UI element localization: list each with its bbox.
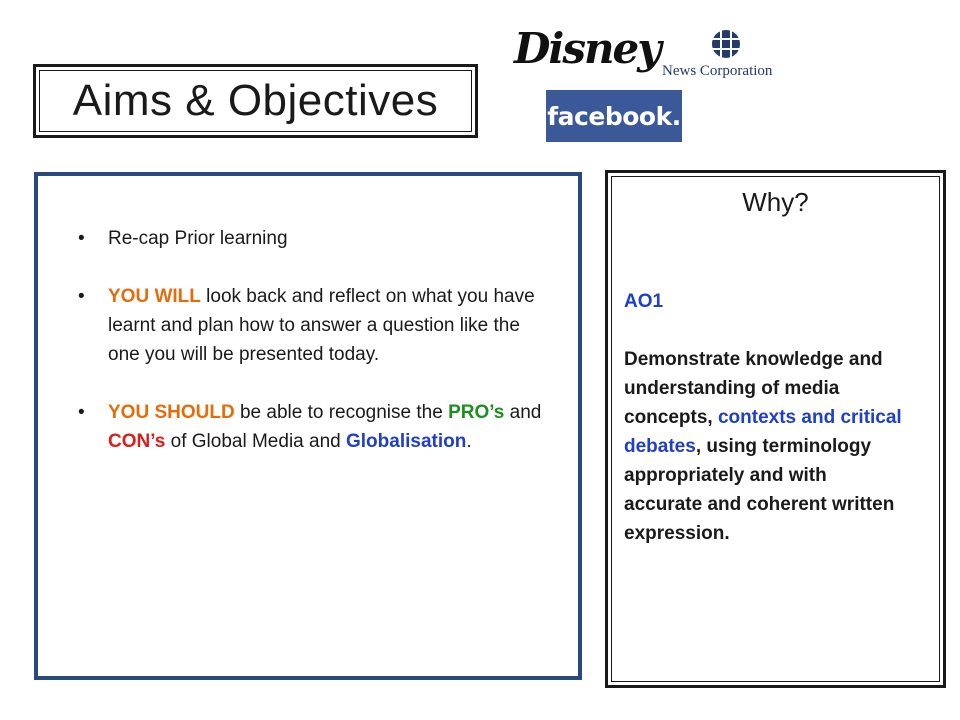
aims-list	[78, 224, 548, 485]
ao1-code: AO1	[624, 291, 664, 312]
pros-label: PRO’s	[448, 402, 505, 423]
facebook-logo	[546, 90, 682, 142]
globe-icon	[710, 28, 742, 60]
contexts-highlight: contexts and critical debates	[624, 407, 902, 457]
aims-panel	[34, 172, 582, 680]
bullet-icon: •	[78, 228, 85, 249]
aims-item-you-should: • YOU SHOULD be able to recognise the PRO’s and CON’s of Global Media and Globalisation.	[78, 398, 548, 456]
you-should-label: YOU SHOULD	[108, 402, 235, 423]
aims-item-recap: • Re-cap Prior learning	[78, 224, 548, 253]
you-will-label: YOU WILL	[108, 286, 201, 307]
facebook-logo-text: facebook.	[547, 101, 681, 131]
page-title: Aims & Objectives	[72, 76, 439, 125]
aims-item-you-will: • YOU WILL look back and reflect on what you have learnt and plan how to answer a question like the one you will be presented today.	[78, 282, 548, 369]
bullet-icon: •	[78, 286, 85, 307]
disney-logo	[514, 20, 660, 86]
news-corporation-text: News Corporation	[662, 63, 773, 79]
cons-label: CON’s	[108, 431, 166, 452]
why-heading: Why?	[742, 187, 809, 217]
news-corporation-logo	[662, 28, 802, 82]
title-box	[33, 64, 478, 138]
globalisation-label: Globalisation	[346, 431, 467, 452]
bullet-icon: •	[78, 402, 85, 423]
why-panel	[605, 170, 946, 688]
ao1-description: Demonstrate knowledge and understanding of media concepts, contexts and critical debates, using terminology appropriately and with accurate and coherent written expression.	[624, 349, 902, 544]
disney-logo-text: Disney	[514, 24, 660, 73]
